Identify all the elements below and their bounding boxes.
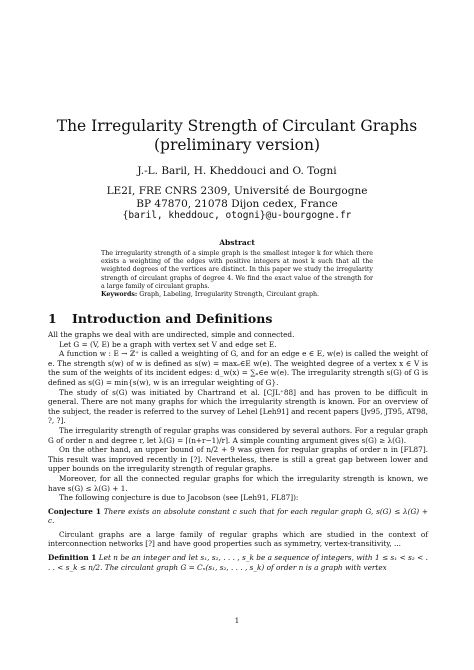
paragraph: Circulant graphs are a large family of regular graphs which are studied in the context of interconnection networks [?] and have good properties such as symmetry, vertex-transitivity, ... <box>48 529 428 549</box>
section-title: Introduction and Definitions <box>72 311 273 326</box>
author-list: J.-L. Baril, H. Kheddouci and O. Togni <box>137 165 337 177</box>
definition-block <box>48 553 428 572</box>
section-number: 1 <box>48 311 57 326</box>
title-line-1: The Irregularity Strength of Circulant Graphs <box>56 117 418 135</box>
affiliation-block <box>0 185 474 223</box>
abstract-body <box>101 250 373 299</box>
definition-label: Definition 1 <box>48 553 97 563</box>
keywords-label: Keywords: <box>101 291 138 299</box>
affiliation-line-1: LE2I, FRE CNRS 2309, Université de Bourgogne <box>106 185 368 197</box>
paragraph: On the other hand, an upper bound of n/2 + 9 was given for regular graphs of order n in [FL87]. This result was improved recently in [?]. Nevertheless, there is still a great gap between lower and upper bounds on the irregularity strength of regular graphs. <box>48 445 428 474</box>
author-email: {baril, kheddouc, otogni}@u-bourgogne.fr <box>122 210 352 221</box>
abstract-heading: Abstract <box>219 238 255 247</box>
paper-title <box>0 117 474 155</box>
section-heading <box>48 311 272 326</box>
paragraph: A function w : E → ℤ⁺ is called a weighting of G, and for an edge e ∈ E, w(e) is called the weight of e. The strength s(w) of w is defined as s(w) = maxₑ∈E w(e). The weighted degree of a vertex x ∈ V is the sum of the weights of its incident edges: d_w(x) = ∑ₓ∈e w(e). The irregularity strength s(G) of G is defined as s(G) = min{s(w), w is an irregular weighting of G}. <box>48 349 428 387</box>
title-subtitle: (preliminary version) <box>153 136 321 154</box>
paragraph: The following conjecture is due to Jacobson (see [Leh91, FL87]): <box>59 493 299 503</box>
paragraph: The study of s(G) was initiated by Chartrand et al. [CJL⁺88] and has proven to be difficult in general. There are not many graphs for which the irregularity strength is known. For an overview of the subject, the reader is referred to the survey of Lehel [Leh91] and recent papers [Jv95, JT95, AT98, ?, ?]. <box>48 387 428 426</box>
affiliation-line-2: BP 47870, 21078 Dijon cedex, France <box>136 197 338 210</box>
keywords-text: Graph, Labeling, Irregularity Strength, Circulant graph. <box>139 291 320 299</box>
conjecture-label: Conjecture 1 <box>48 506 101 516</box>
section-body <box>48 330 428 572</box>
definition-text: Let n be an integer and let s₁, s₂, . . . , s_k be a sequence of integers, with 1 ≤ s₁ < s₂ < . . . < s_k ≤ n/2. The circulant graph G = Cₙ(s₁, s₂, . . . , s_k) of order n is a graph with vertex <box>48 553 429 572</box>
paragraph: Moreover, for all the connected regular graphs for which the irregularity strength is known, we have s(G) ≤ λ(G) + 1. <box>48 473 428 493</box>
page-number: 1 <box>234 616 240 625</box>
paragraph: The irregularity strength of regular graphs was considered by several authors. For a regular graph G of order n and degree r, let λ(G) = ⌈(n+r−1)/r⌉. A simple counting argument gives s(G) ≥ λ(G). <box>48 425 428 445</box>
conjecture-block <box>48 507 428 526</box>
conjecture-text: There exists an absolute constant c such that for each regular graph G, s(G) ≤ λ(G) + c. <box>48 506 428 526</box>
paragraph: All the graphs we deal with are undirected, simple and connected. <box>48 330 295 339</box>
abstract-text: The irregularity strength of a simple graph is the smallest integer k for which there exists a weighting of the edges with positive integers at most k such that all the weighted degrees of the vertices are distinct. In this paper we study the irregularity strength of circulant graphs of degree 4. We find the exact value of the strength for a large family of circulant graphs. <box>101 250 373 290</box>
paragraph: Let G = (V, E) be a graph with vertex set V and edge set E. <box>59 339 277 349</box>
